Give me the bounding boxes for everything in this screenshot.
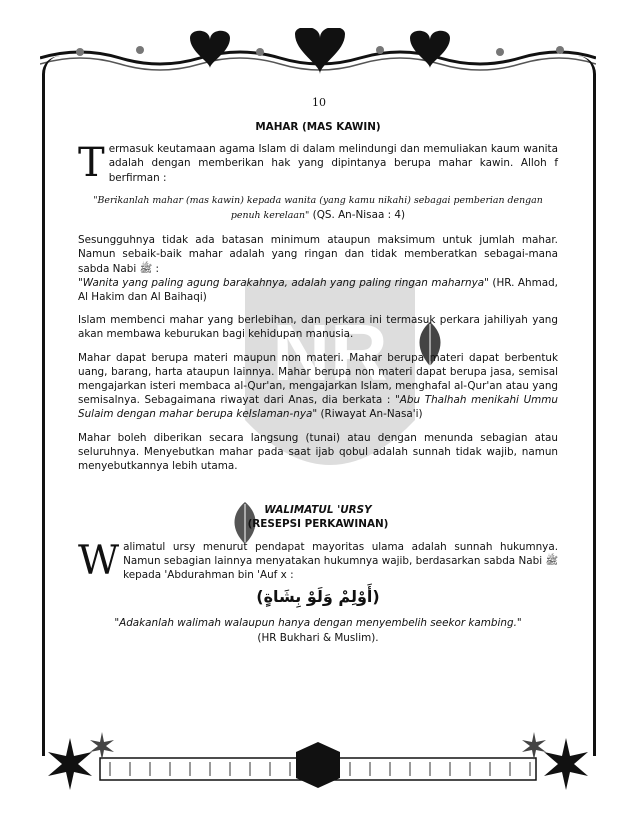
document-body <box>78 120 558 645</box>
arabic-hadith: (أَوْلِمْ وَلَوْ بِشَاةٍ) <box>256 587 380 607</box>
walimah-subtitle: (RESEPSI PERKAWINAN) <box>247 518 389 531</box>
verse-quote: "Berikanlah mahar (mas kawin) kepada wanita (yang kamu nikahi) sebagai pemberian dengan penuh kerelaan" <box>93 194 543 222</box>
walimah-intro-text: alimatul ursy menurut pendapat mayoritas ulama adalah sunnah hukumnya. Namun sebagian lainnya menyatakan hukumnya wajib, berdasarkan sabda Nabi ﷺ kepada 'Abdurahman bin 'Auf x : <box>123 540 558 582</box>
mahar-paragraph-1 <box>78 233 558 304</box>
mahar-paragraph-4: Mahar boleh diberikan secara langsung (tunai) atau dengan menunda sebagian atau seluruhnya. Menyebutkan mahar pada saat ijab qobul adalah sunnah tidak wajib, namun menyebutkannya lebih utama. <box>78 431 558 473</box>
section-title-walimah <box>78 503 558 517</box>
hadith-reference: (HR. Ahmad, Al Hakim dan Al Baihaqi) <box>78 276 558 304</box>
paragraph-3-quote: "Abu Thalhah menikahi Ummu Sulaim dengan mahar berupa keIslaman-nya" <box>78 394 559 421</box>
section-title-mahar: MAHAR (MAS KAWIN) <box>255 121 381 133</box>
paragraph-3-text: Mahar dapat berupa materi maupun non materi. Mahar berupa materi dapat berbentuk uang, barang, harta ataupun lainnya. Mahar berupa non materi dapat berupa jasa, semisal mengajarkan isteri membaca al-Qur'an, mengajarkan Islam, menghafal al-Qur'an atau yang semisalnya. Sebagaimana riwayat dari Anas, dia berkata : <box>78 351 558 407</box>
walimah-intro-paragraph <box>78 537 558 584</box>
walimah-title: WALIMATUL 'URSY <box>264 504 372 517</box>
dropcap-letter: T <box>78 140 105 187</box>
paragraph-3-reference: (Riwayat An-Nasa'i) <box>317 408 423 421</box>
dropcap-letter: W <box>78 537 120 584</box>
paragraph-1-text: Sesungguhnya tidak ada batasan minimum ataupun maksimum untuk jumlah mahar. Namun sebaik-baik mahar adalah yang ringan dan tidak memberatkan sebagai-mana sabda Nabi ﷺ : <box>78 234 558 275</box>
walimah-quote: "Adakanlah walimah walaupun hanya dengan menyembelih seekor kambing." <box>114 617 522 630</box>
page-number: 10 <box>312 96 326 109</box>
verse-reference: (QS. An-Nisaa : 4) <box>312 209 406 222</box>
hadith-quote: "Wanita yang paling agung barakahnya, adalah yang paling ringan maharnya" <box>78 276 489 289</box>
verse-quote-block <box>78 193 558 223</box>
mahar-paragraph-2: Islam membenci mahar yang berlebihan, dan perkara ini termasuk perkara jahiliyah yang akan membawa keburukan bagi kehidupan manusia. <box>78 314 558 341</box>
mahar-intro-paragraph <box>78 142 558 185</box>
bottom-ornament-border <box>40 728 596 798</box>
walimah-quote-reference: (HR Bukhari & Muslim). <box>257 631 379 644</box>
mahar-paragraph-3 <box>78 351 558 422</box>
watermark-letters: NR <box>272 308 388 397</box>
mahar-intro-text: ermasuk keutamaan agama Islam di dalam melindungi dan memuliakan kaum wanita adalah dengan memberikan hak yang dipintanya berupa mahar kawin. Alloh f berfirman : <box>108 143 558 184</box>
walimah-quote-block <box>78 616 558 644</box>
